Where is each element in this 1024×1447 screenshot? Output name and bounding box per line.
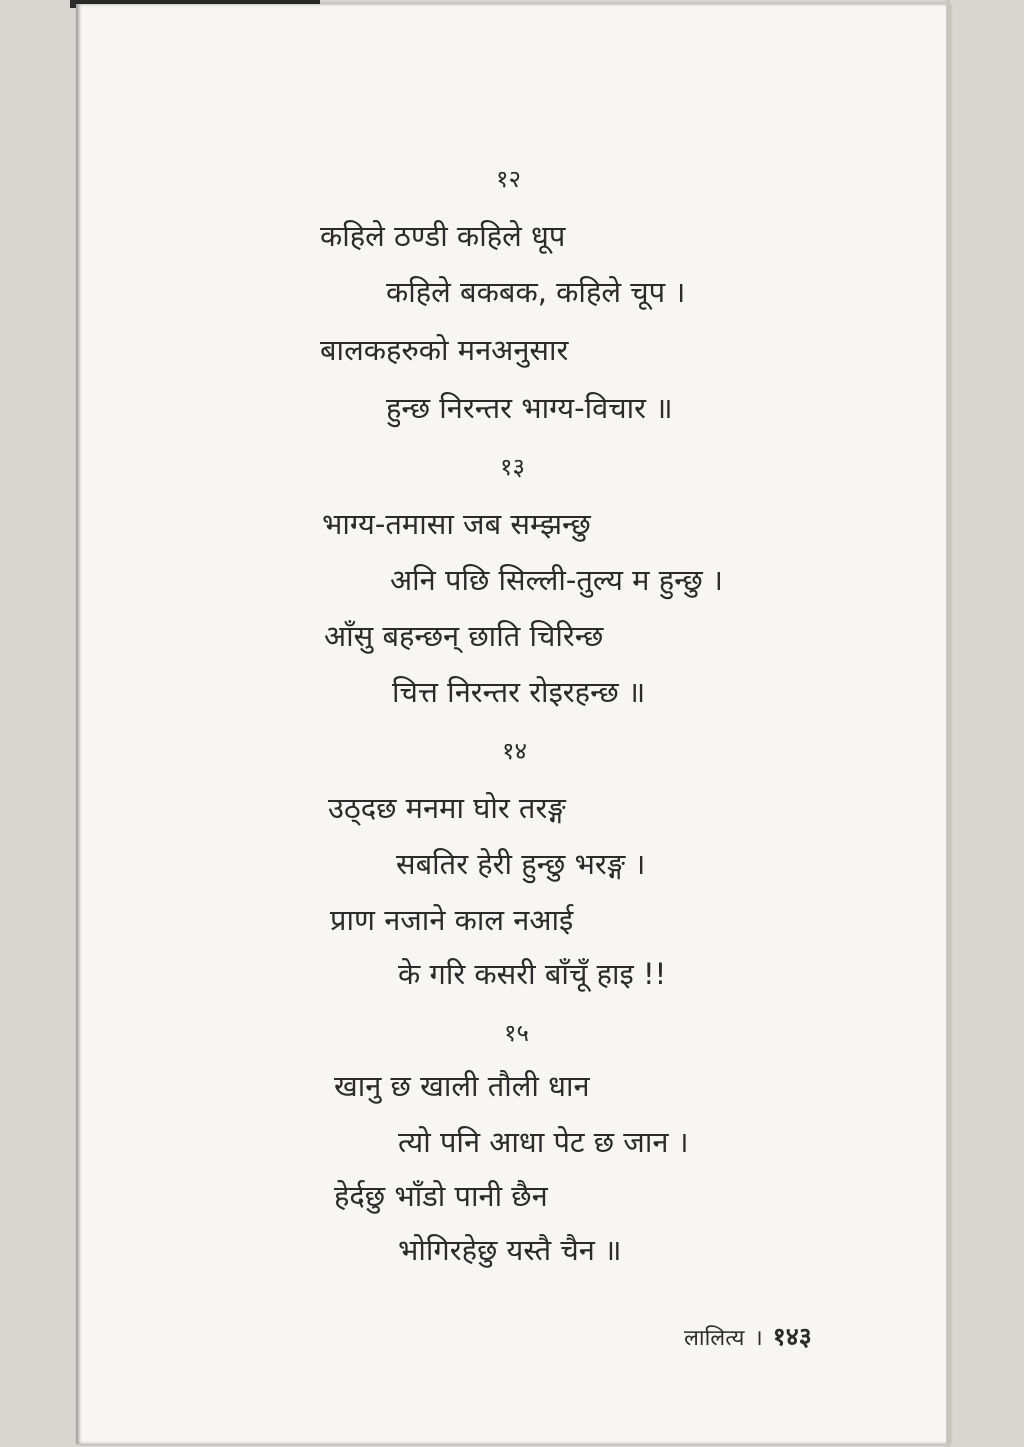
poem-line: कहिले ठण्डी कहिले धूप <box>320 219 566 253</box>
footer-separator: । <box>754 1326 763 1351</box>
page-footer <box>684 1322 812 1354</box>
poem-line: खानु छ खाली तौली धान <box>334 1069 590 1103</box>
poem-line: सबतिर हेरी हुन्छु भरङ्ग । <box>396 847 646 881</box>
poem-line: कहिले बकबक, कहिले चूप । <box>386 275 686 309</box>
stanza-number: १४ <box>502 737 527 765</box>
poem-line: के गरि कसरी बाँचूँ हाइ !! <box>398 957 667 991</box>
poem-line: भोगिरहेछु यस्तै चैन ॥ <box>398 1233 622 1267</box>
poem-line: हेर्दछु भाँडो पानी छैन <box>334 1179 548 1213</box>
page-edge <box>946 0 950 1447</box>
poem-line: भाग्य-तमासा जब सम्झन्छु <box>322 507 591 541</box>
stanza-number: १२ <box>496 165 521 193</box>
book-title: लालित्य <box>684 1326 745 1351</box>
page-number: १४३ <box>772 1322 812 1351</box>
stanza-number: १५ <box>504 1019 529 1047</box>
poem-line: आँसु बहन्छन् छाति चिरिन्छ <box>324 619 604 653</box>
poem-line: त्यो पनि आधा पेट छ जान । <box>398 1125 689 1159</box>
poem-line: प्राण नजाने काल नआई <box>330 903 574 937</box>
poem-line: बालकहरुको मनअनुसार <box>320 333 569 367</box>
poem-line: चित्त निरन्तर रोइरहन्छ ॥ <box>392 675 646 709</box>
stanza-number: १३ <box>500 453 525 481</box>
poem-line: उठ्दछ मनमा घोर तरङ्ग <box>328 791 566 825</box>
poem-line: अनि पछि सिल्ली-तुल्य म हुन्छु । <box>390 563 723 597</box>
poem-line: हुन्छ निरन्तर भाग्य-विचार ॥ <box>386 391 673 425</box>
